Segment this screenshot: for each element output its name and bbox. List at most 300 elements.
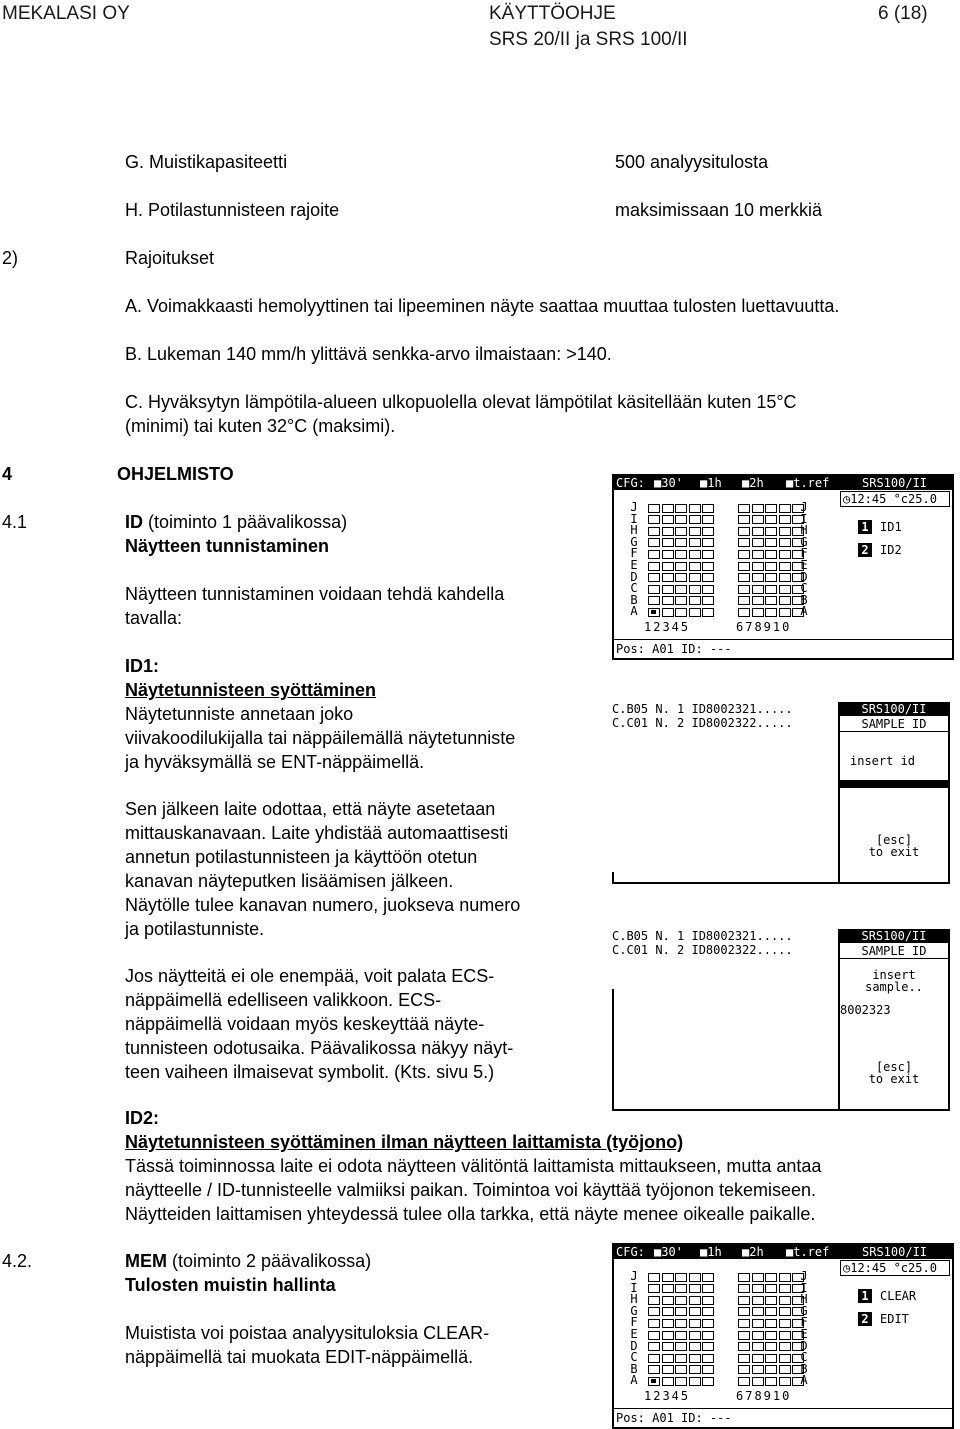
slot-c9: [779, 1354, 791, 1363]
slot-j4: [689, 504, 701, 513]
lcd-status: Pos: A01 ID: ---: [616, 1411, 732, 1425]
limit-a: A. Voimakkaasti hemolyyttinen tai lipeeminen näyte saattaa muuttaa tulosten luettavuutta.: [125, 296, 840, 316]
row-label-right-h: H: [800, 523, 808, 538]
id1-label: ID1:: [125, 656, 160, 676]
slot-a6: [738, 608, 750, 617]
slot-e3: [675, 562, 687, 571]
row-label-left-f: F: [630, 1315, 638, 1330]
p3-line5: teen vaiheen ilmaisevat symbolit. (Kts. sivu 5.): [125, 1062, 495, 1082]
row-label-right-e: E: [800, 1327, 808, 1341]
lcd-side-model: SRS100/II: [840, 929, 948, 943]
p2-line1: Sen jälkeen laite odottaa, että näyte asetetaan: [125, 799, 496, 819]
section41-title-rest: (toiminto 1 päävalikossa): [143, 512, 348, 532]
row-label-left-c: C: [630, 581, 638, 596]
slot-a9: [779, 608, 791, 617]
slot-a8: [765, 608, 777, 617]
lcd-menu-item-1: 1 CLEAR: [858, 1289, 916, 1303]
slot-g1: [648, 1307, 660, 1316]
lcd-main-menu-id: [612, 474, 954, 660]
slot-d8: [765, 573, 777, 582]
slot-g2: [662, 1307, 674, 1316]
slot-f1: [648, 550, 660, 559]
slot-g7: [752, 538, 764, 547]
slot-f2: [662, 550, 674, 559]
row-label-right-h: H: [800, 1292, 808, 1307]
slot-j9: [779, 504, 791, 513]
slot-d4: [689, 1342, 701, 1351]
lcd-status-divider: [614, 1408, 952, 1409]
id2-label: ID2:: [125, 1108, 160, 1128]
slot-d2: [662, 573, 674, 582]
section42-line2: näppäimellä tai muokata EDIT-näppäimellä.: [125, 1347, 474, 1367]
lcd-top-bar: [614, 476, 952, 490]
row-label-left-i: I: [630, 511, 638, 526]
slot-c2: [662, 585, 674, 594]
slot-a7: [752, 608, 764, 617]
slot-d2: [662, 1342, 674, 1351]
slot-e6: [738, 562, 750, 571]
lcd-main-menu-mem: [612, 1243, 954, 1429]
slot-a4: [689, 608, 701, 617]
slot-j8: [765, 1273, 777, 1282]
slot-c6: [738, 1354, 750, 1363]
page-number: 6 (18): [878, 3, 928, 24]
row-label-right-f: F: [800, 546, 808, 561]
slot-c3: [675, 585, 687, 594]
lcd-model: SRS100/II: [862, 476, 928, 490]
lcd-cfg-label: CFG:: [616, 1245, 645, 1259]
row-label-left-d: D: [630, 569, 638, 584]
id1-line1: Näytetunniste annetaan joko: [125, 704, 354, 724]
id2-line3: Näytteiden laittamisen yhteydessä tulee olla tarkka, että näyte menee oikealle paikalle.: [125, 1204, 816, 1224]
limit-b: B. Lukeman 140 mm/h ylittävä senkka-arvo ilmaistaan: >140.: [125, 344, 612, 364]
section4-number: 4: [2, 464, 13, 484]
slot-h2: [662, 1296, 674, 1305]
lcd-cols-right: 678910: [736, 620, 792, 634]
slot-h5: [702, 1296, 714, 1305]
slot-j7: [752, 1273, 764, 1282]
slot-i4: [689, 1284, 701, 1293]
slot-h1: [648, 1296, 660, 1305]
slot-g1: [648, 538, 660, 547]
lcd-insert-id: [612, 702, 950, 884]
slot-f7: [752, 1319, 764, 1328]
slot-b9: [779, 1365, 791, 1374]
lcd-esc-hint: [esc] to exit: [868, 833, 920, 859]
slot-i8: [765, 1284, 777, 1293]
slot-c1: [648, 1354, 660, 1363]
slot-b4: [689, 596, 701, 605]
slot-g7: [752, 1307, 764, 1316]
p3-line3: näppäimellä voidaan myös keskeyttää näyte-: [125, 1014, 485, 1034]
slot-f5: [702, 550, 714, 559]
slot-g2: [662, 538, 674, 547]
slot-i9: [779, 515, 791, 524]
slot-h9: [779, 527, 791, 536]
slot-f4: [689, 550, 701, 559]
slot-i3: [675, 1284, 687, 1293]
slot-c4: [689, 1354, 701, 1363]
slot-e5: [702, 562, 714, 571]
lcd-opt-tref: ■t.ref: [786, 1245, 830, 1259]
lcd-left-edge: [612, 872, 614, 882]
slot-a1: [648, 608, 660, 617]
slot-f3: [675, 550, 687, 559]
row-label-right-c: C: [800, 581, 808, 596]
slot-j3: [675, 1273, 687, 1282]
slot-h9: [779, 1296, 791, 1305]
slot-a10: [792, 608, 804, 617]
slot-h7: [752, 1296, 764, 1305]
row-label-left-f: F: [630, 546, 638, 561]
slot-b8: [765, 596, 777, 605]
row-label-right-j: J: [800, 500, 808, 514]
lcd-cfg-label: CFG:: [616, 476, 645, 490]
p2-line5: Näytölle tulee kanavan numero, juokseva numero: [125, 895, 521, 915]
row-label-right-a: A: [800, 1373, 808, 1388]
slot-a2: [662, 608, 674, 617]
slot-d7: [752, 1342, 764, 1351]
p3-line1: Jos näytteitä ei ole enempää, voit palata ECS-: [125, 966, 495, 986]
doc-title: KÄYTTÖOHJE: [489, 3, 616, 24]
row-label-right-a: A: [800, 604, 808, 619]
slot-b6: [738, 596, 750, 605]
slot-j4: [689, 1273, 701, 1282]
lcd-opt-2h: ■2h: [742, 1245, 764, 1259]
lcd-status: Pos: A01 ID: ---: [616, 642, 732, 656]
section42-title-rest: (toiminto 2 päävalikossa): [167, 1251, 372, 1271]
slot-b2: [662, 596, 674, 605]
slot-d9: [779, 1342, 791, 1351]
limit-c-line1: C. Hyväksytyn lämpötila-alueen ulkopuolella olevat lämpötilat käsitellään kuten 15°C: [125, 392, 797, 412]
slot-b1: [648, 596, 660, 605]
row-label-right-j: J: [800, 1269, 808, 1283]
slot-h8: [765, 527, 777, 536]
slot-i9: [779, 1284, 791, 1293]
row-label-left-b: B: [630, 1361, 638, 1376]
lcd-menu-item-1: 1 ID1: [858, 520, 902, 534]
slot-j5: [702, 1273, 714, 1282]
slot-g5: [702, 538, 714, 547]
slot-f4: [689, 1319, 701, 1328]
row-label-left-h: H: [630, 523, 638, 538]
slot-g9: [779, 538, 791, 547]
row-label-right-c: C: [800, 1350, 808, 1365]
slot-j3: [675, 504, 687, 513]
slot-i6: [738, 1284, 750, 1293]
slot-f6: [738, 1319, 750, 1328]
slot-e1: [648, 1331, 660, 1340]
lcd-clock-temp: ◷12:45 °c25.0: [840, 1260, 950, 1276]
lcd-input-bar: [840, 780, 948, 788]
slot-e8: [765, 562, 777, 571]
slot-d1: [648, 573, 660, 582]
section41-subtitle: Näytteen tunnistaminen: [125, 536, 330, 556]
slot-c8: [765, 585, 777, 594]
slot-g9: [779, 1307, 791, 1316]
slot-h6: [738, 527, 750, 536]
slot-j1: [648, 1273, 660, 1282]
p2-line4: kanavan näyteputken lisäämisen jälkeen.: [125, 871, 454, 891]
row-label-right-d: D: [800, 569, 808, 584]
slot-d4: [689, 573, 701, 582]
slot-e3: [675, 1331, 687, 1340]
row-label-left-j: J: [630, 500, 638, 514]
slot-a7: [752, 1377, 764, 1386]
slot-f9: [779, 550, 791, 559]
slot-f1: [648, 1319, 660, 1328]
slot-a3: [675, 1377, 687, 1386]
slot-h4: [689, 527, 701, 536]
slot-a5: [702, 608, 714, 617]
slot-c3: [675, 1354, 687, 1363]
slot-a3: [675, 608, 687, 617]
slot-c8: [765, 1354, 777, 1363]
spec-g-label: G. Muistikapasiteetti: [125, 152, 288, 172]
slot-c4: [689, 585, 701, 594]
section42-subtitle: Tulosten muistin hallinta: [125, 1275, 336, 1295]
slot-e7: [752, 562, 764, 571]
row-label-right-b: B: [800, 592, 808, 607]
row-label-left-j: J: [630, 1269, 638, 1283]
row-label-right-i: I: [800, 1280, 808, 1295]
limits-number: 2): [2, 248, 19, 268]
slot-d6: [738, 1342, 750, 1351]
slot-h6: [738, 1296, 750, 1305]
slot-d9: [779, 573, 791, 582]
company-name: MEKALASI OY: [2, 3, 130, 24]
section41-intro2: tavalla:: [125, 608, 183, 628]
slot-j6: [738, 1273, 750, 1282]
lcd-queue-line2: C.C01 N. 2 ID8002322.....: [612, 943, 793, 957]
id1-title: Näytetunnisteen syöttäminen: [125, 680, 377, 700]
lcd-left-edge: [612, 989, 614, 1109]
slot-c5: [702, 585, 714, 594]
slot-i8: [765, 515, 777, 524]
lcd-queue-line1: C.B05 N. 1 ID8002321.....: [612, 929, 793, 943]
row-label-left-i: I: [630, 1280, 638, 1295]
slot-j6: [738, 504, 750, 513]
slot-f8: [765, 550, 777, 559]
slot-j2: [662, 1273, 674, 1282]
row-label-left-e: E: [630, 1327, 638, 1341]
slot-h3: [675, 1296, 687, 1305]
slot-g3: [675, 1307, 687, 1316]
slot-c7: [752, 585, 764, 594]
slot-g8: [765, 538, 777, 547]
row-label-right-b: B: [800, 1361, 808, 1376]
lcd-cols-left: 12345: [644, 620, 691, 634]
slot-j5: [702, 504, 714, 513]
lcd-side-title: SAMPLE ID: [840, 944, 948, 959]
section42-title: [125, 1249, 371, 1273]
slot-b7: [752, 1365, 764, 1374]
slot-c7: [752, 1354, 764, 1363]
slot-e5: [702, 1331, 714, 1340]
slot-e4: [689, 1331, 701, 1340]
lcd-prompt: insert id: [850, 754, 916, 768]
slot-j2: [662, 504, 674, 513]
slot-b3: [675, 596, 687, 605]
slot-e2: [662, 562, 674, 571]
slot-e4: [689, 562, 701, 571]
slot-b4: [689, 1365, 701, 1374]
slot-j7: [752, 504, 764, 513]
p2-line6: ja potilastunniste.: [125, 919, 265, 939]
slot-g4: [689, 1307, 701, 1316]
slot-e7: [752, 1331, 764, 1340]
row-label-right-d: D: [800, 1338, 808, 1353]
slot-a5: [702, 1377, 714, 1386]
slot-i1: [648, 515, 660, 524]
slot-c1: [648, 585, 660, 594]
slot-i1: [648, 1284, 660, 1293]
slot-a9: [779, 1377, 791, 1386]
id1-line3: ja hyväksymällä se ENT-näppäimellä.: [125, 752, 425, 772]
row-label-left-c: C: [630, 1350, 638, 1365]
section4-title: OHJELMISTO: [117, 464, 234, 484]
lcd-prompt: insert sample..: [865, 968, 923, 994]
slot-f7: [752, 550, 764, 559]
slot-c9: [779, 585, 791, 594]
slot-a10: [792, 1377, 804, 1386]
lcd-esc-hint: [esc] to exit: [868, 1060, 920, 1086]
slot-g4: [689, 538, 701, 547]
lcd-queue-line1: C.B05 N. 1 ID8002321.....: [612, 702, 793, 716]
slot-g6: [738, 1307, 750, 1316]
id2-line1: Tässä toiminnossa laite ei odota näytteen välitöntä laittamista mittaukseen, mutta antaa: [125, 1156, 822, 1176]
slot-a2: [662, 1377, 674, 1386]
slot-d1: [648, 1342, 660, 1351]
row-label-left-a: A: [630, 1373, 638, 1388]
p2-line3: annetun potilastunnisteen ja käyttöön otetun: [125, 847, 478, 867]
limits-heading: Rajoitukset: [125, 248, 215, 268]
slot-h8: [765, 1296, 777, 1305]
slot-a6: [738, 1377, 750, 1386]
slot-d3: [675, 1342, 687, 1351]
lcd-entered-id: 8002323: [840, 1003, 891, 1017]
slot-i7: [752, 515, 764, 524]
row-label-right-e: E: [800, 558, 808, 572]
slot-i7: [752, 1284, 764, 1293]
slot-i2: [662, 515, 674, 524]
slot-g5: [702, 1307, 714, 1316]
slot-b5: [702, 1365, 714, 1374]
slot-h3: [675, 527, 687, 536]
slot-f3: [675, 1319, 687, 1328]
slot-c2: [662, 1354, 674, 1363]
lcd-cols-right: 678910: [736, 1389, 792, 1403]
row-label-left-g: G: [630, 1303, 638, 1318]
row-label-left-h: H: [630, 1292, 638, 1307]
slot-j1: [648, 504, 660, 513]
slot-f5: [702, 1319, 714, 1328]
slot-e9: [779, 1331, 791, 1340]
section41-title-bold: ID: [125, 512, 143, 532]
section41-title: [125, 510, 347, 534]
slot-g8: [765, 1307, 777, 1316]
id2-title: Näytetunnisteen syöttäminen ilman näytteen laittamista (työjono): [125, 1132, 684, 1152]
lcd-opt-30: ■30': [654, 1245, 683, 1259]
slot-h1: [648, 527, 660, 536]
slot-a4: [689, 1377, 701, 1386]
spec-g-value: 500 analyysitulosta: [615, 152, 769, 172]
slot-g3: [675, 538, 687, 547]
slot-b9: [779, 596, 791, 605]
slot-i2: [662, 1284, 674, 1293]
slot-d3: [675, 573, 687, 582]
lcd-opt-2h: ■2h: [742, 476, 764, 490]
id1-line2: viivakoodilukijalla tai näppäilemällä näytetunniste: [125, 728, 516, 748]
lcd-opt-1h: ■1h: [700, 476, 722, 490]
row-label-right-f: F: [800, 1315, 808, 1330]
row-label-right-i: I: [800, 511, 808, 526]
lcd-cols-left: 12345: [644, 1389, 691, 1403]
section42-line1: Muistista voi poistaa analyysituloksia CLEAR-: [125, 1323, 490, 1343]
slot-d7: [752, 573, 764, 582]
lcd-model: SRS100/II: [862, 1245, 928, 1259]
spec-h-label: H. Potilastunnisteen rajoite: [125, 200, 340, 220]
section41-intro1: Näytteen tunnistaminen voidaan tehdä kahdella: [125, 584, 505, 604]
lcd-queue-line2: C.C01 N. 2 ID8002322.....: [612, 716, 793, 730]
slot-i5: [702, 1284, 714, 1293]
slot-e9: [779, 562, 791, 571]
lcd-side-title: SAMPLE ID: [840, 717, 948, 732]
row-label-left-g: G: [630, 534, 638, 549]
slot-i4: [689, 515, 701, 524]
p3-line2: näppäimellä edelliseen valikkoon. ECS-: [125, 990, 442, 1010]
lcd-status-divider: [614, 639, 952, 640]
limit-c-line2: (minimi) tai kuten 32°C (maksimi).: [125, 416, 396, 436]
slot-a8: [765, 1377, 777, 1386]
slot-f8: [765, 1319, 777, 1328]
slot-f2: [662, 1319, 674, 1328]
p2-line2: mittauskanavaan. Laite yhdistää automaattisesti: [125, 823, 509, 843]
slot-h2: [662, 527, 674, 536]
slot-i5: [702, 515, 714, 524]
row-label-left-d: D: [630, 1338, 638, 1353]
slot-d8: [765, 1342, 777, 1351]
lcd-opt-tref: ■t.ref: [786, 476, 830, 490]
row-label-right-g: G: [800, 534, 808, 549]
section42-title-bold: MEM: [125, 1251, 167, 1271]
slot-d6: [738, 573, 750, 582]
row-label-left-a: A: [630, 604, 638, 619]
lcd-clock-temp: ◷12:45 °c25.0: [840, 491, 950, 507]
slot-f6: [738, 550, 750, 559]
slot-e2: [662, 1331, 674, 1340]
doc-subtitle: SRS 20/II ja SRS 100/II: [489, 29, 688, 50]
id2-line2: näytteelle / ID-tunnisteelle valmiiksi paikan. Toimintoa voi käyttää työjonon tekemiseen.: [125, 1180, 817, 1200]
slot-b8: [765, 1365, 777, 1374]
spec-h-value: maksimissaan 10 merkkiä: [615, 200, 823, 220]
slot-i3: [675, 515, 687, 524]
row-label-left-b: B: [630, 592, 638, 607]
row-label-right-g: G: [800, 1303, 808, 1318]
slot-e1: [648, 562, 660, 571]
row-label-left-e: E: [630, 558, 638, 572]
lcd-opt-30: ■30': [654, 476, 683, 490]
slot-e8: [765, 1331, 777, 1340]
slot-b5: [702, 596, 714, 605]
lcd-side-model: SRS100/II: [840, 702, 948, 716]
lcd-menu-item-2: 2 ID2: [858, 543, 902, 557]
slot-e6: [738, 1331, 750, 1340]
slot-b6: [738, 1365, 750, 1374]
slot-h7: [752, 527, 764, 536]
slot-d5: [702, 573, 714, 582]
slot-b3: [675, 1365, 687, 1374]
